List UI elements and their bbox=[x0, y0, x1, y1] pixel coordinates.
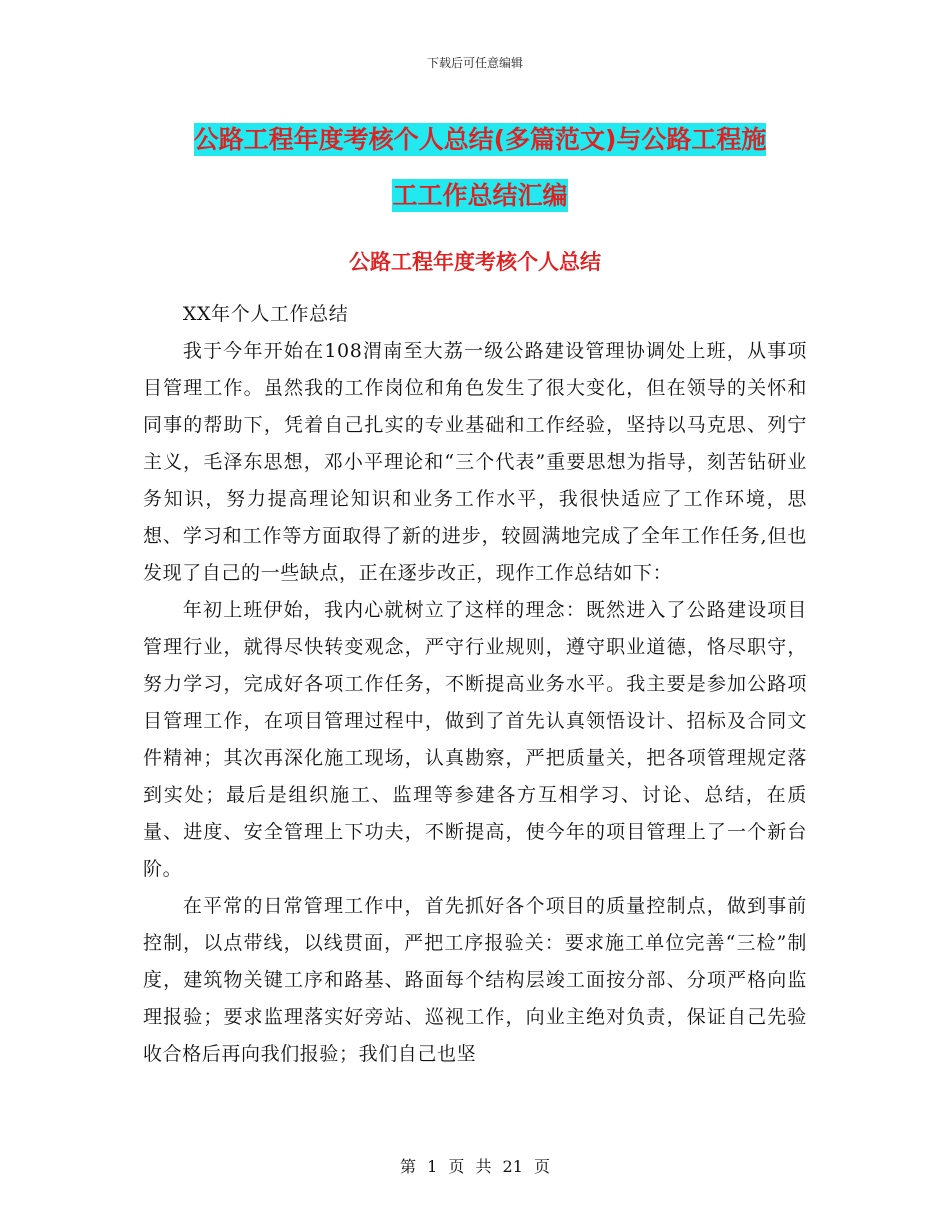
document-title-line-1: 公路工程年度考核个人总结(多篇范文)与公路工程施 bbox=[193, 125, 767, 154]
document-title-line-2: 工工作总结汇编 bbox=[392, 181, 568, 210]
body-text bbox=[143, 296, 807, 1073]
page-header-note: 下载后可任意编辑 bbox=[426, 56, 523, 70]
paragraph: 年初上班伊始，我内心就树立了这样的理念：既然进入了公路建设项目管理行业，就得尽快转变观念，严守行业规则，遵守职业道德，恪尽职守，努力学习，完成好各项工作任务，不断提高业务水平。我主要是参加公路项目管理工作，在项目管理过程中，做到了首先认真领悟设计、招标及合同文件精神；其次再深化施工现场，认真勘察，严把质量关，把各项管理规定落到实处；最后是组织施工、监理等参建各方互相学习、讨论、总结，在质量、进度、安全管理上下功夫，不断提高，使今年的项目管理上了一个新台阶。 bbox=[143, 599, 807, 880]
section-title: 公路工程年度考核个人总结 bbox=[349, 250, 601, 274]
page-number-footer: 第 1 页 共 21 页 bbox=[400, 1157, 550, 1176]
paragraph-subtitle: XX年个人工作总结 bbox=[182, 303, 349, 325]
document-title bbox=[140, 112, 820, 224]
paragraph: 在平常的日常管理工作中，首先抓好各个项目的质量控制点，做到事前控制，以点带线，以线贯面，严把工序报验关：要求施工单位完善“三检”制度，建筑物关键工序和路基、路面每个结构层竣工面按分部、分项严格向监理报验；要求监理落实好旁站、巡视工作，向业主绝对负责，保证自己先验收合格后再向我们报验；我们自己也坚 bbox=[143, 895, 807, 1065]
paragraph: 我于今年开始在108渭南至大荔一级公路建设管理协调处上班，从事项目管理工作。虽然我的工作岗位和角色发生了很大变化，但在领导的关怀和同事的帮助下，凭着自己扎实的专业基础和工作经验，坚持以马克思、列宁主义，毛泽东思想，邓小平理论和“三个代表”重要思想为指导，刻苦钻研业务知识，努力提高理论知识和业务工作水平，我很快适应了工作环境，思想、学习和工作等方面取得了新的进步，较圆满地完成了全年工作任务,但也发现了自己的一些缺点，正在逐步改正，现作工作总结如下： bbox=[143, 340, 807, 584]
